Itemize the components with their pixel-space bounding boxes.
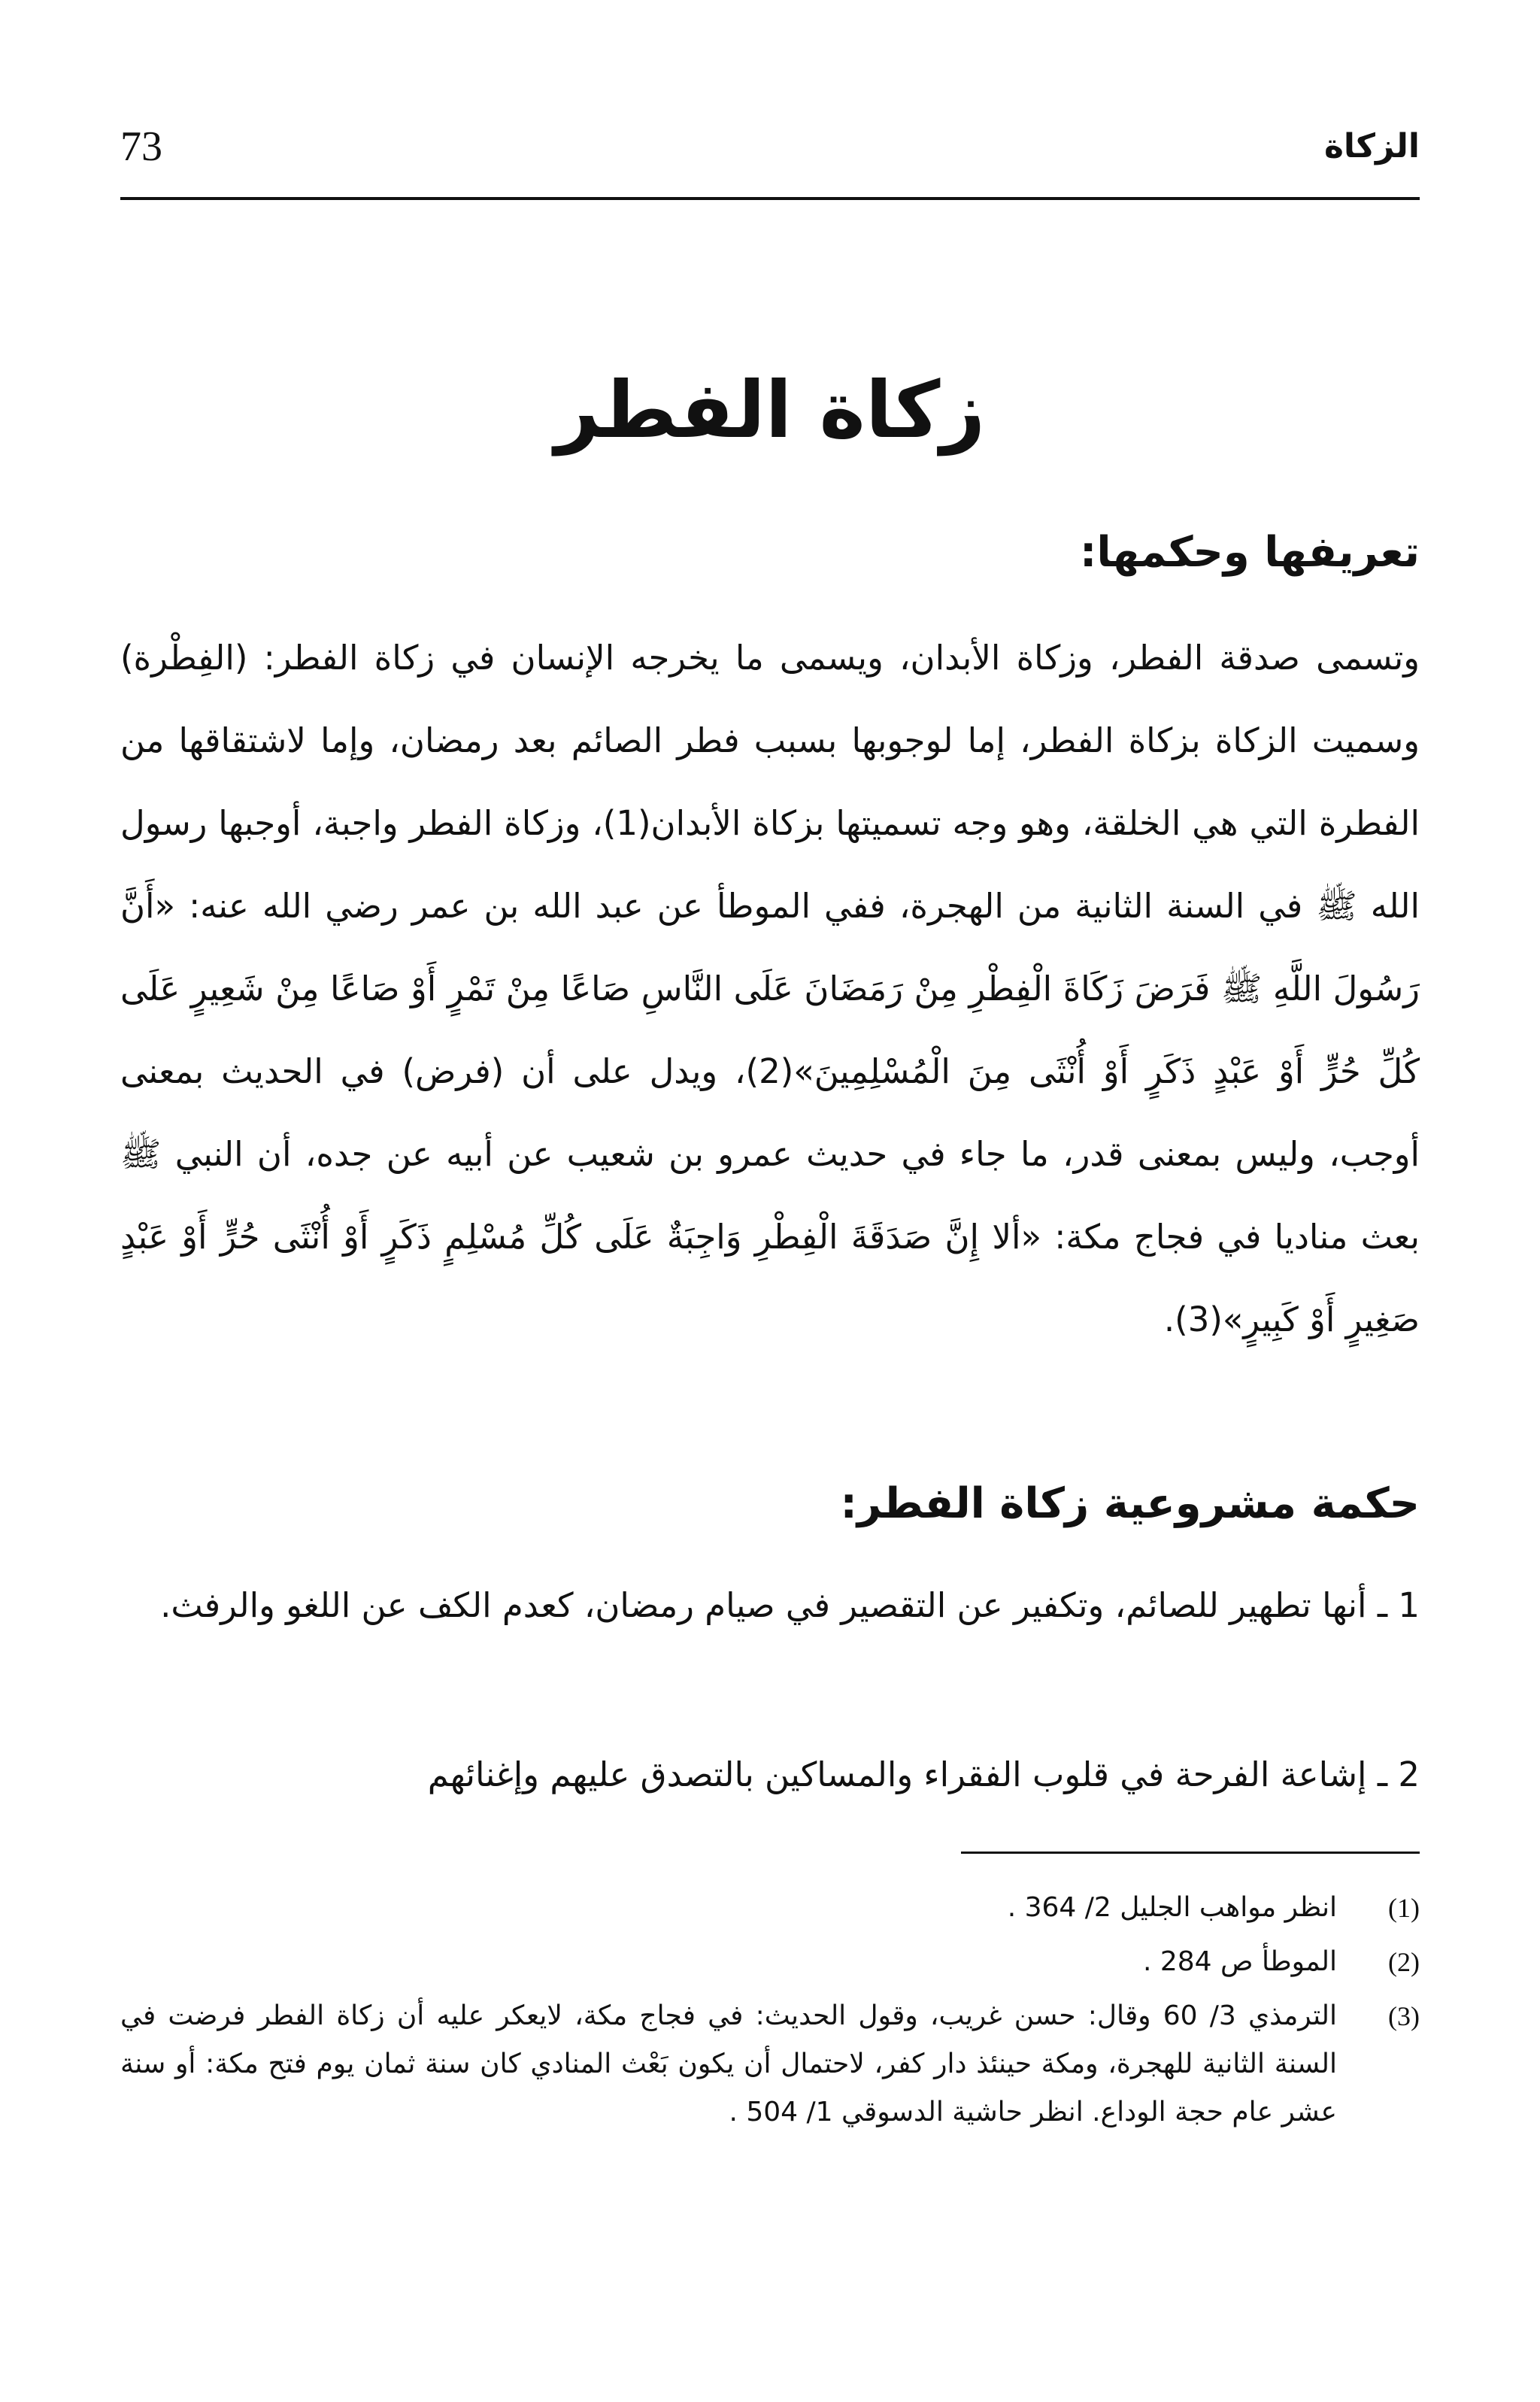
wisdom-item-1: 1 ـ أنها تطهير للصائم، وتكفير عن التقصير في صيام رمضان، كعدم الكف عن اللغو والرفث. bbox=[160, 1585, 1420, 1625]
footnote-rule bbox=[961, 1852, 1420, 1854]
definition-paragraph bbox=[120, 617, 1420, 1361]
footnote-text: الترمذي 3/ 60 وقال: حسن غريب، وقول الحديث: في فجاج مكة، لايعكر عليه أن زكاة الفطر فرضت في السنة الثانية للهجرة، ومكة حينئذ دار كفر، لاحتمال أن يكون بَعْث المنادي كان سنة ثمان يوم فتح مكة: أو سنة عشر عام حجة الوداع. انظر حاشية الدسوقي 1/ 504 . bbox=[120, 2000, 1338, 2128]
header-rule bbox=[120, 197, 1420, 200]
footnote-marker: (1) bbox=[1388, 1893, 1420, 1923]
footnote-1 bbox=[120, 1884, 1420, 1932]
footnote-text: الموطأ ص 284 . bbox=[1142, 1946, 1337, 1977]
footnote-marker: (2) bbox=[1388, 1947, 1420, 1977]
chapter-title: زكاة الفطر bbox=[554, 364, 986, 456]
page-number: 73 bbox=[120, 123, 162, 170]
wisdom-item-2: 2 ـ إشاعة الفرحة في قلوب الفقراء والمساكين بالتصدق عليهم وإغنائهم bbox=[427, 1754, 1420, 1794]
footnote-text: انظر مواهب الجليل 2/ 364 . bbox=[1007, 1892, 1337, 1923]
footnote-2 bbox=[120, 1938, 1420, 1986]
section-heading-wisdom: حكمة مشروعية زكاة الفطر: bbox=[840, 1479, 1420, 1528]
running-head bbox=[120, 113, 1420, 180]
footnote-3 bbox=[120, 1992, 1420, 2137]
footnotes bbox=[120, 1884, 1420, 2143]
section-heading-definition: تعريفها وحكمها: bbox=[1080, 528, 1420, 577]
definition-paragraph-text: وتسمى صدقة الفطر، وزكاة الأبدان، ويسمى ما يخرجه الإنسان في زكاة الفطر: (الفِطْرة) وسميت الزكاة بزكاة الفطر، إما لوجوبها بسبب فطر الصائم بعد رمضان، وإما لاشتقاقها من الفطرة التي هي الخلقة، وهو وجه تسميتها بزكاة الأبدان(1)، وزكاة الفطر واجبة، أوجبها رسول الله ﷺ في السنة الثانية من الهجرة، ففي الموطأ عن عبد الله بن عمر رضي الله عنه: «أَنَّ رَسُولَ اللَّهِ ﷺ فَرَضَ زَكَاةَ الْفِطْرِ مِنْ رَمَضَانَ عَلَى النَّاسِ صَاعًا مِنْ تَمْرٍ أَوْ صَاعًا مِنْ شَعِيرٍ عَلَى كُلِّ حُرٍّ أَوْ عَبْدٍ ذَكَرٍ أَوْ أُنْثَى مِنَ الْمُسْلِمِينَ»(2)، ويدل على أن (فرض) في الحديث بمعنى أوجب، وليس بمعنى قدر، ما جاء في حديث عمرو بن شعيب عن أبيه عن جده، أن النبي ﷺ بعث مناديا في فجاج مكة: «ألا إِنَّ صَدَقَةَ الْفِطْرِ وَاجِبَةٌ عَلَى كُلِّ مُسْلِمٍ ذَكَرٍ أَوْ أُنْثَى حُرٍّ أَوْ عَبْدٍ صَغِيرٍ أَوْ كَبِيرٍ»(3). bbox=[120, 638, 1420, 1339]
footnote-marker: (3) bbox=[1388, 2001, 1420, 2031]
running-title: الزكاة bbox=[1323, 127, 1420, 165]
